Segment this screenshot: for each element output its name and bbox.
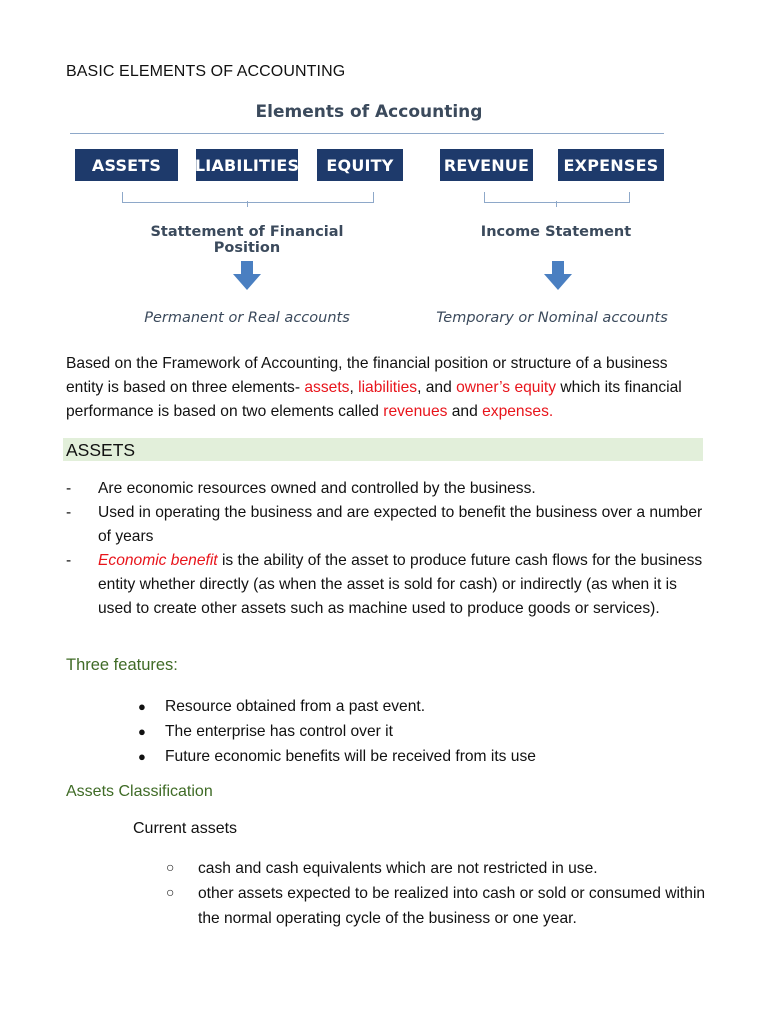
bullet-marker: ● — [138, 724, 146, 739]
intro-text: or structure of a business entity is based on three elements- — [66, 355, 668, 396]
left-accounts-label: Permanent or Real accounts — [144, 310, 350, 326]
term-owners-equity: owner’s equity — [456, 379, 557, 396]
list-item-text: Future economic benefits will be received from its use — [165, 748, 536, 765]
assets-definition-list — [66, 477, 706, 621]
term-assets: assets — [304, 379, 350, 396]
intro-text: is based on two elements called — [153, 403, 384, 420]
equity-box: EQUITY — [317, 149, 403, 181]
right-statement-label: Income Statement — [480, 224, 632, 240]
assets-box: ASSETS — [75, 149, 178, 181]
list-item — [166, 856, 706, 881]
list-item-text: is the ability of the asset to produce future cash flows for the business entity whether directly (as when the asset is sold for cash) or indirectly (as when it is used to create other assets such as machine used to produce goods or services). — [98, 552, 703, 617]
right-accounts-label: Temporary or Nominal accounts — [436, 310, 668, 326]
intro-paragraph — [66, 352, 706, 424]
intro-text: and — [447, 403, 483, 420]
list-item-text: Are economic resources owned and controlled by the business. — [98, 480, 536, 497]
list-item — [66, 477, 706, 501]
dash-marker: - — [66, 552, 72, 569]
left-bracket-tick — [247, 201, 248, 207]
left-statement-label: Stattement of Financial Position — [150, 224, 344, 256]
list-item-text: other assets expected to be realized into cash or sold or consumed within the normal operating cycle of the business or one year. — [198, 885, 706, 927]
right-bracket — [484, 192, 630, 203]
assets-classification-heading: Assets Classification — [66, 783, 213, 800]
intro-text: which its — [556, 379, 625, 396]
bullet-marker: ● — [138, 749, 146, 764]
list-item — [66, 501, 706, 549]
circle-marker: ○ — [166, 884, 175, 900]
dash-marker: - — [66, 504, 72, 521]
left-down-arrow-icon — [232, 261, 262, 291]
list-item-text: Used in operating the business and are expected to benefit the business over a number of years — [98, 504, 703, 545]
list-item-text: cash and cash equivalents which are not restricted in use. — [198, 860, 598, 877]
three-features-heading: Three features: — [66, 656, 178, 674]
dash-marker: - — [66, 480, 72, 497]
features-list — [133, 694, 536, 769]
list-item-text: The enterprise has control over it — [165, 723, 393, 740]
diagram-title: Elements of Accounting — [255, 102, 483, 122]
current-assets-heading: Current assets — [133, 820, 238, 837]
diagram-title-rule — [70, 133, 664, 134]
list-item — [133, 694, 536, 719]
list-item — [66, 549, 706, 621]
intro-text: , and — [417, 379, 457, 396]
list-item — [133, 719, 536, 744]
assets-heading: ASSETS — [66, 440, 136, 460]
revenue-box: REVENUE — [440, 149, 533, 181]
term-financial-performance: financial performance — [66, 379, 682, 420]
term-financial-position: financial position — [372, 355, 489, 372]
intro-text: , — [349, 379, 359, 396]
term-economic-benefit: Economic benefit — [98, 552, 218, 569]
left-bracket — [122, 192, 374, 203]
right-bracket-tick — [556, 201, 557, 207]
current-assets-list — [166, 856, 706, 931]
list-item-text: Resource obtained from a past event. — [165, 698, 426, 715]
intro-text: Based on the Framework of Accounting, the — [66, 355, 373, 372]
page-title: BASIC ELEMENTS OF ACCOUNTING — [66, 63, 346, 80]
right-down-arrow-icon — [543, 261, 573, 291]
list-item — [166, 881, 706, 931]
liabilities-box: LIABILITIES — [196, 149, 298, 181]
list-item — [133, 744, 536, 769]
assets-heading-bar — [63, 438, 703, 461]
expenses-box: EXPENSES — [558, 149, 664, 181]
term-revenues: revenues — [383, 403, 448, 420]
elements-diagram — [66, 96, 672, 336]
term-liabilities: liabilities — [358, 379, 418, 396]
circle-marker: ○ — [166, 859, 175, 875]
term-expenses: expenses. — [482, 403, 554, 420]
bullet-marker: ● — [138, 699, 146, 714]
